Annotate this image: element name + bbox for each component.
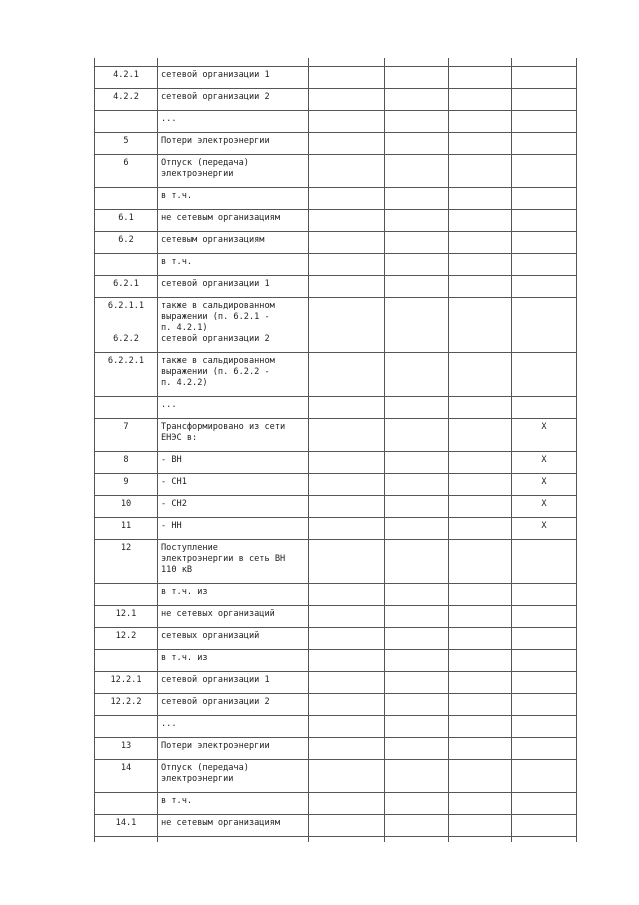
- mark-cell: [512, 694, 577, 716]
- table-row: [95, 452, 577, 474]
- value-cell: [449, 793, 512, 815]
- table-row: [95, 793, 577, 815]
- row-label-cell: ...: [158, 111, 309, 133]
- table-body: [95, 67, 577, 837]
- row-number-cell: 14.1: [95, 815, 158, 837]
- value-cell: [385, 254, 449, 276]
- value-cell: [309, 210, 385, 232]
- table-row: [95, 518, 577, 540]
- row-label-cell: в т.ч.: [158, 254, 309, 276]
- energy-balance-table: [94, 66, 577, 837]
- value-cell: [385, 716, 449, 738]
- mark-cell: [512, 672, 577, 694]
- table-row: [95, 89, 577, 111]
- value-cell: [449, 650, 512, 672]
- table-row: [95, 672, 577, 694]
- row-number-cell: 14: [95, 760, 158, 793]
- value-cell: [309, 760, 385, 793]
- table-row: [95, 716, 577, 738]
- value-cell: [309, 496, 385, 518]
- value-cell: [385, 518, 449, 540]
- column-stub: [308, 58, 309, 66]
- value-cell: [309, 133, 385, 155]
- mark-cell: [512, 628, 577, 650]
- value-cell: [449, 210, 512, 232]
- value-cell: [385, 606, 449, 628]
- row-number-cell: 7: [95, 419, 158, 452]
- row-number-cell: 12.1: [95, 606, 158, 628]
- table-row: [95, 650, 577, 672]
- mark-cell: [512, 133, 577, 155]
- mark-cell: [512, 111, 577, 133]
- row-label-cell: ...: [158, 397, 309, 419]
- column-stub: [157, 834, 158, 842]
- mark-cell: [512, 232, 577, 254]
- column-stub: [576, 58, 577, 66]
- row-number-cell: 6.1: [95, 210, 158, 232]
- value-cell: [449, 716, 512, 738]
- mark-cell: [512, 276, 577, 298]
- mark-cell: [512, 650, 577, 672]
- row-label-cell: в т.ч.: [158, 793, 309, 815]
- value-cell: [385, 397, 449, 419]
- row-label-cell: сетевых организаций: [158, 628, 309, 650]
- table-row: [95, 419, 577, 452]
- row-label-cell: сетевой организации 2: [158, 694, 309, 716]
- mark-cell: X: [512, 474, 577, 496]
- value-cell: [385, 452, 449, 474]
- value-cell: [309, 397, 385, 419]
- table-row: [95, 133, 577, 155]
- value-cell: [385, 738, 449, 760]
- column-stub: [511, 58, 512, 66]
- table-row: [95, 760, 577, 793]
- value-cell: [385, 474, 449, 496]
- column-stub: [94, 834, 95, 842]
- value-cell: [449, 496, 512, 518]
- value-cell: [449, 540, 512, 584]
- column-stub: [448, 58, 449, 66]
- table-row: [95, 210, 577, 232]
- value-cell: [385, 133, 449, 155]
- value-cell: [309, 584, 385, 606]
- column-stub: [308, 834, 309, 842]
- value-cell: [449, 760, 512, 793]
- value-cell: [309, 188, 385, 210]
- mark-cell: [512, 188, 577, 210]
- table-row: [95, 188, 577, 210]
- value-cell: [385, 793, 449, 815]
- value-cell: [309, 650, 385, 672]
- row-label-cell: Отпуск (передача) электроэнергии: [158, 760, 309, 793]
- mark-cell: [512, 584, 577, 606]
- value-cell: [449, 518, 512, 540]
- table-row: [95, 628, 577, 650]
- value-cell: [385, 694, 449, 716]
- row-label-cell: Потери электроэнергии: [158, 738, 309, 760]
- table-row: [95, 111, 577, 133]
- column-stub: [384, 58, 385, 66]
- table-row: [95, 254, 577, 276]
- value-cell: [309, 298, 385, 353]
- row-number-cell: [95, 188, 158, 210]
- mark-cell: [512, 67, 577, 89]
- row-number-cell: 6.2.2.1: [95, 353, 158, 397]
- row-number-cell: [95, 584, 158, 606]
- value-cell: [309, 474, 385, 496]
- column-stub: [157, 58, 158, 66]
- mark-cell: [512, 606, 577, 628]
- value-cell: [385, 111, 449, 133]
- row-number-cell: [95, 397, 158, 419]
- value-cell: [449, 254, 512, 276]
- row-number-cell: 6.2.1.1 6.2.2: [95, 298, 158, 353]
- row-number-cell: [95, 793, 158, 815]
- value-cell: [449, 606, 512, 628]
- row-number-cell: 8: [95, 452, 158, 474]
- table-bottom-stubs: [94, 834, 577, 842]
- table-row: [95, 276, 577, 298]
- value-cell: [449, 298, 512, 353]
- table-row: [95, 232, 577, 254]
- value-cell: [309, 716, 385, 738]
- row-label-cell: также в сальдированном выражении (п. 6.2.2 - п. 4.2.2): [158, 353, 309, 397]
- value-cell: [385, 628, 449, 650]
- value-cell: [385, 232, 449, 254]
- value-cell: [309, 232, 385, 254]
- table-row: [95, 298, 577, 353]
- row-label-cell: - СН2: [158, 496, 309, 518]
- row-label-cell: в т.ч.: [158, 188, 309, 210]
- row-number-cell: 11: [95, 518, 158, 540]
- row-label-cell: также в сальдированном выражении (п. 6.2.1 - п. 4.2.1) сетевой организации 2: [158, 298, 309, 353]
- value-cell: [385, 760, 449, 793]
- value-cell: [385, 353, 449, 397]
- value-cell: [309, 540, 385, 584]
- value-cell: [309, 738, 385, 760]
- mark-cell: [512, 254, 577, 276]
- value-cell: [449, 584, 512, 606]
- row-number-cell: [95, 650, 158, 672]
- value-cell: [449, 452, 512, 474]
- value-cell: [449, 188, 512, 210]
- row-label-cell: сетевой организации 1: [158, 672, 309, 694]
- value-cell: [385, 672, 449, 694]
- value-cell: [309, 254, 385, 276]
- mark-cell: [512, 540, 577, 584]
- value-cell: [309, 694, 385, 716]
- table-row: [95, 584, 577, 606]
- value-cell: [385, 650, 449, 672]
- row-label-cell: Отпуск (передача) электроэнергии: [158, 155, 309, 188]
- row-number-cell: [95, 716, 158, 738]
- row-number-cell: 12: [95, 540, 158, 584]
- table-row: [95, 353, 577, 397]
- column-stub: [94, 58, 95, 66]
- mark-cell: [512, 298, 577, 353]
- value-cell: [309, 628, 385, 650]
- value-cell: [449, 89, 512, 111]
- value-cell: [385, 89, 449, 111]
- row-label-cell: сетевой организации 1: [158, 276, 309, 298]
- table-row: [95, 67, 577, 89]
- value-cell: [309, 111, 385, 133]
- table-row: [95, 397, 577, 419]
- row-label-cell: - НН: [158, 518, 309, 540]
- mark-cell: X: [512, 518, 577, 540]
- value-cell: [449, 232, 512, 254]
- value-cell: [309, 672, 385, 694]
- value-cell: [309, 419, 385, 452]
- mark-cell: [512, 793, 577, 815]
- row-number-cell: 13: [95, 738, 158, 760]
- table-row: [95, 694, 577, 716]
- row-number-cell: 6.2.1: [95, 276, 158, 298]
- row-number-cell: 10: [95, 496, 158, 518]
- row-label-cell: Потери электроэнергии: [158, 133, 309, 155]
- mark-cell: [512, 716, 577, 738]
- column-stub: [384, 834, 385, 842]
- mark-cell: X: [512, 452, 577, 474]
- table-row: [95, 496, 577, 518]
- row-number-cell: 12.2: [95, 628, 158, 650]
- column-stub: [576, 834, 577, 842]
- row-number-cell: 4.2.2: [95, 89, 158, 111]
- value-cell: [449, 397, 512, 419]
- value-cell: [309, 353, 385, 397]
- column-stub: [511, 834, 512, 842]
- value-cell: [449, 738, 512, 760]
- value-cell: [309, 793, 385, 815]
- value-cell: [309, 276, 385, 298]
- value-cell: [449, 67, 512, 89]
- value-cell: [449, 474, 512, 496]
- mark-cell: X: [512, 496, 577, 518]
- value-cell: [449, 628, 512, 650]
- row-number-cell: 12.2.2: [95, 694, 158, 716]
- value-cell: [385, 67, 449, 89]
- row-label-cell: - ВН: [158, 452, 309, 474]
- row-label-cell: в т.ч. из: [158, 584, 309, 606]
- row-label-cell: в т.ч. из: [158, 650, 309, 672]
- mark-cell: [512, 353, 577, 397]
- mark-cell: [512, 89, 577, 111]
- row-label-cell: сетевой организации 2: [158, 89, 309, 111]
- value-cell: [385, 496, 449, 518]
- row-label-cell: сетевым организациям: [158, 232, 309, 254]
- value-cell: [385, 188, 449, 210]
- row-label-cell: не сетевых организаций: [158, 606, 309, 628]
- table-row: [95, 606, 577, 628]
- value-cell: [385, 155, 449, 188]
- table-row: [95, 155, 577, 188]
- value-cell: [309, 606, 385, 628]
- value-cell: [385, 540, 449, 584]
- row-label-cell: не сетевым организациям: [158, 815, 309, 837]
- value-cell: [449, 672, 512, 694]
- row-number-cell: [95, 111, 158, 133]
- value-cell: [449, 111, 512, 133]
- table-row: [95, 474, 577, 496]
- table-row: [95, 738, 577, 760]
- row-number-cell: [95, 254, 158, 276]
- value-cell: [385, 584, 449, 606]
- row-number-cell: 12.2.1: [95, 672, 158, 694]
- value-cell: [309, 518, 385, 540]
- mark-cell: [512, 738, 577, 760]
- value-cell: [385, 298, 449, 353]
- value-cell: [449, 694, 512, 716]
- table-row: [95, 540, 577, 584]
- value-cell: [309, 89, 385, 111]
- mark-cell: [512, 760, 577, 793]
- table-top-stubs: [94, 58, 577, 66]
- mark-cell: [512, 397, 577, 419]
- value-cell: [309, 155, 385, 188]
- value-cell: [449, 419, 512, 452]
- row-label-cell: сетевой организации 1: [158, 67, 309, 89]
- value-cell: [449, 133, 512, 155]
- row-number-cell: 5: [95, 133, 158, 155]
- value-cell: [309, 452, 385, 474]
- row-number-cell: 6.2: [95, 232, 158, 254]
- row-label-cell: не сетевым организациям: [158, 210, 309, 232]
- row-label-cell: - СН1: [158, 474, 309, 496]
- value-cell: [385, 210, 449, 232]
- value-cell: [385, 419, 449, 452]
- value-cell: [449, 155, 512, 188]
- row-label-cell: Трансформировано из сети ЕНЭС в:: [158, 419, 309, 452]
- row-number-cell: 6: [95, 155, 158, 188]
- row-label-cell: Поступление электроэнергии в сеть ВН 110 кВ: [158, 540, 309, 584]
- value-cell: [449, 353, 512, 397]
- mark-cell: X: [512, 419, 577, 452]
- value-cell: [385, 276, 449, 298]
- mark-cell: [512, 210, 577, 232]
- value-cell: [449, 276, 512, 298]
- value-cell: [309, 67, 385, 89]
- row-number-cell: 9: [95, 474, 158, 496]
- row-label-cell: ...: [158, 716, 309, 738]
- column-stub: [448, 834, 449, 842]
- mark-cell: [512, 155, 577, 188]
- row-number-cell: 4.2.1: [95, 67, 158, 89]
